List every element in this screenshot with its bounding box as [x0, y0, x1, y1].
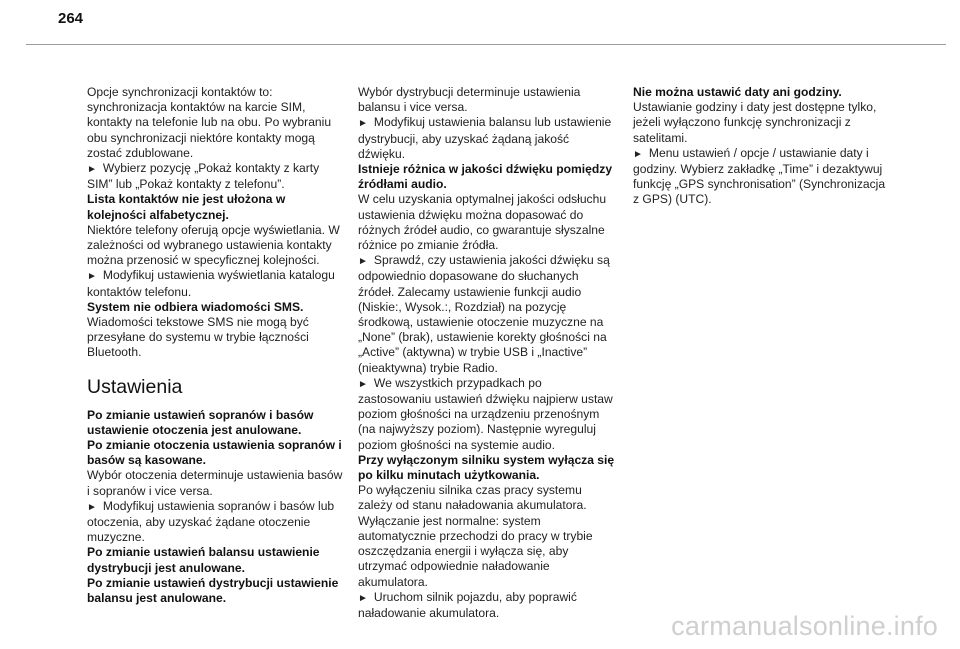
- paragraph: Niektóre telefony oferują opcje wyświetlania. W zależności od wybranego ustawienia kontakty można przenosić w specyficznej kolejności.: [87, 222, 340, 268]
- question-heading: Po zmianie ustawień sopranów i basów ustawienie otoczenia jest anulowane.: [87, 407, 314, 437]
- instruction: ► Modyfikuj ustawienia sopranów i basów lub otoczenia, aby uzyskać żądane otoczenie muzyczne.: [87, 499, 345, 546]
- watermark: carmanualsonline.info: [671, 611, 938, 641]
- instruction: ► Sprawdź, czy ustawienia jakości dźwięku są odpowiednio dopasowane do słuchanych źródeł. Zalecamy ustawienie funkcji audio (Niskie:, Wysok.:, Rozdział) na pozycję środkową, ustawienie otoczenie muzyczne na „None” (brak), ustawienie korekty głośności na „Active” (aktywna) w trybie USB i „Inactive” (nieaktywna) trybie Radio.: [358, 253, 618, 376]
- instruction: ► Menu ustawień / opcje / ustawianie daty i godziny. Wybierz zakładkę „Time” i dezaktywuj funkcję „GPS synchronisation” (Synchronizacja z GPS) (UTC).: [633, 146, 893, 208]
- question-heading: Przy wyłączonym silniku system wyłącza się po kilku minutach użytkowania.: [358, 452, 615, 483]
- question-heading: Nie można ustawić daty ani godziny.: [633, 85, 842, 99]
- paragraph: Opcje synchronizacji kontaktów to: synchronizacja kontaktów na karcie SIM, kontakty na telefonie lub na obu. Po wybraniu obu synchronizacji niektóre kontakty mogą zostać zdublowane.: [87, 85, 332, 160]
- question-heading: System nie odbiera wiadomości SMS.: [87, 299, 304, 314]
- header-rule: [26, 44, 946, 45]
- instruction: ► We wszystkich przypadkach po zastosowaniu ustawień dźwięku najpierw ustaw poziom głośności na urządzeniu przenośnym (na najwyższy poziom). Następnie wyreguluj poziom głośności na systemie audio.: [358, 376, 618, 453]
- paragraph: Po wyłączeniu silnika czas pracy systemu zależy od stanu naładowania akumulatora.: [358, 483, 587, 513]
- paragraph: Wybór dystrybucji determinuje ustawienia balansu i vice versa.: [358, 85, 581, 115]
- paragraph: W celu uzyskania optymalnej jakości odsłuchu ustawienia dźwięku można dopasować do różnych źródeł audio, co gwarantuje słyszalne różnice po zmianie źródła.: [358, 192, 607, 253]
- paragraph: Wiadomości tekstowe SMS nie mogą być przesyłane do systemu w trybie łączności Bluetooth.: [87, 315, 309, 360]
- instruction: ► Modyfikuj ustawienia wyświetlania katalogu kontaktów telefonu.: [87, 268, 345, 299]
- question-heading: Po zmianie ustawień dystrybucji ustawienie balansu jest anulowane.: [87, 575, 339, 606]
- column-3: [633, 85, 893, 208]
- page-number: 264: [58, 10, 84, 27]
- column-2: [358, 85, 618, 621]
- question-heading: Po zmianie otoczenia ustawienia sopranów i basów są kasowane.: [87, 438, 342, 468]
- column-1: [87, 85, 345, 606]
- paragraph: Ustawianie godziny i daty jest dostępne tylko, jeżeli wyłączono funkcję synchronizacji z satelitami.: [633, 100, 877, 145]
- instruction: ► Wybierz pozycję „Pokaż kontakty z karty SIM” lub „Pokaż kontakty z telefonu”.: [87, 161, 345, 192]
- section-title: Ustawienia: [87, 375, 183, 398]
- paragraph: Wybór otoczenia determinuje ustawienia basów i sopranów i vice versa.: [87, 468, 343, 498]
- question-heading: Lista kontaktów nie jest ułożona w kolejności alfabetycznej.: [87, 192, 286, 222]
- paragraph: Wyłączanie jest normalne: system automatycznie przechodzi do pracy w trybie oszczędzania energii i wyłącza się, aby utrzymać odpowiednie naładowanie akumulatora.: [358, 513, 593, 589]
- instruction: ► Modyfikuj ustawienia balansu lub ustawienie dystrybucji, aby uzyskać żądaną jakość dźwięku.: [358, 115, 618, 162]
- instruction: ► Uruchom silnik pojazdu, aby poprawić naładowanie akumulatora.: [358, 590, 618, 621]
- question-heading: Istnieje różnica w jakości dźwięku pomiędzy źródłami audio.: [358, 162, 613, 192]
- question-heading: Po zmianie ustawień balansu ustawienie dystrybucji jest anulowane.: [87, 545, 320, 575]
